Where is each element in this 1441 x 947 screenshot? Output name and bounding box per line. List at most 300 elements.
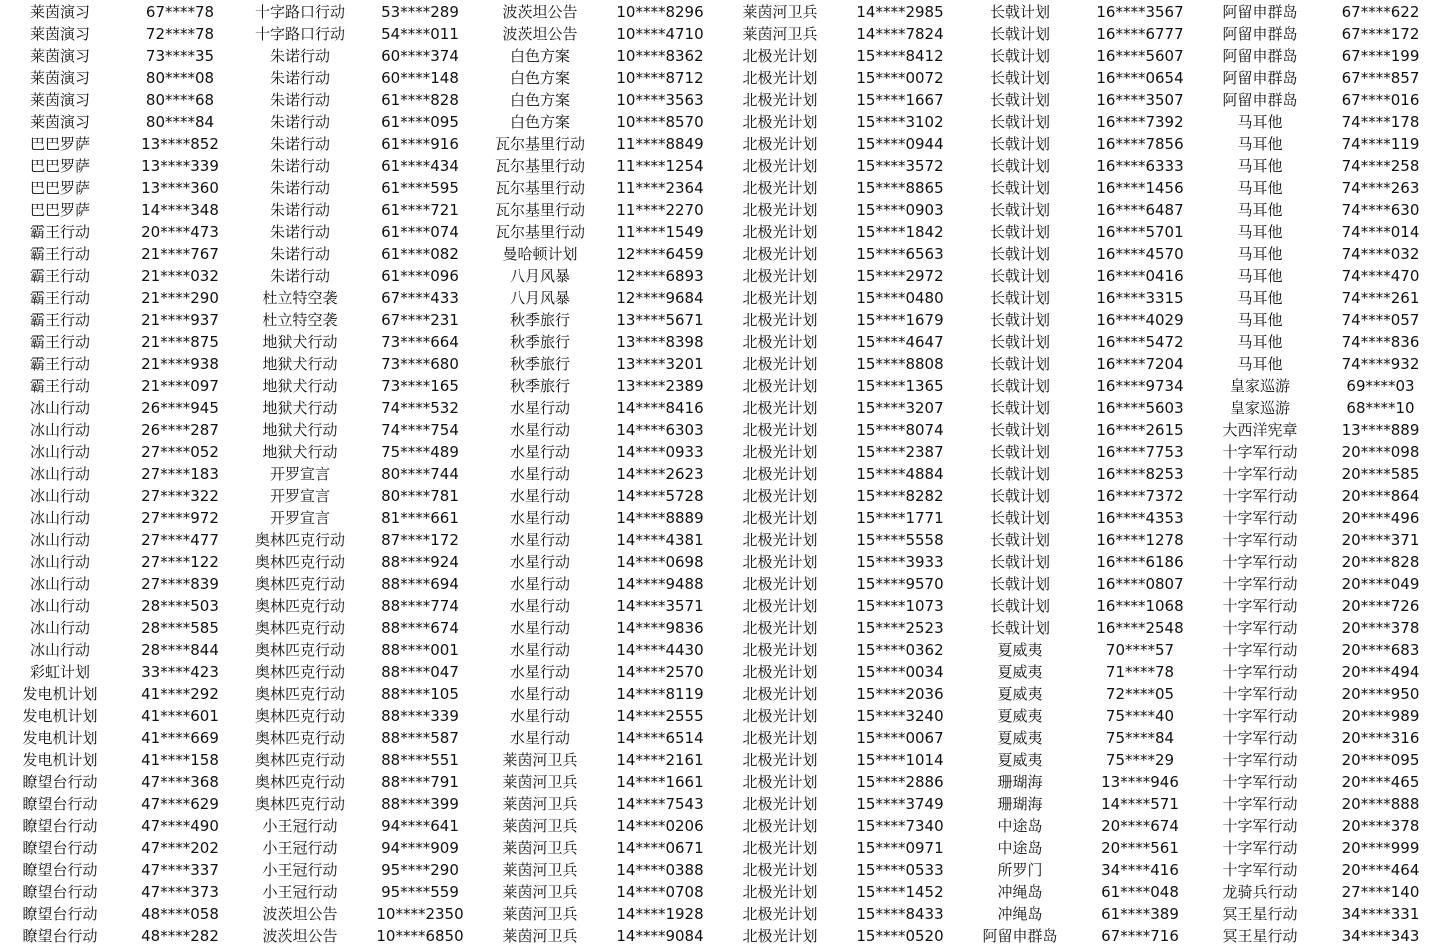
code-cell: 74****836 (1341, 333, 1420, 351)
code-cell: 88****774 (381, 597, 459, 615)
code-cell: 95****559 (381, 883, 459, 901)
code-cell: 16****6777 (1096, 25, 1184, 43)
code-cell: 34****416 (1101, 861, 1179, 879)
operation-name-cell: 秋季旅行 (509, 355, 570, 373)
code-cell: 15****1014 (856, 751, 944, 769)
code-cell: 20****585 (1341, 465, 1420, 483)
code-cell: 14****1928 (616, 905, 704, 923)
operation-name-cell: 莱茵演习 (29, 113, 90, 131)
code-cell: 26****945 (141, 399, 219, 417)
table-row (0, 221, 1441, 243)
code-cell: 16****7856 (1096, 135, 1184, 153)
operation-name-cell: 水星行动 (509, 465, 570, 483)
operation-name-cell: 十字军行动 (1222, 773, 1298, 791)
code-cell: 14****0388 (616, 861, 704, 879)
operation-name-cell: 开罗宣言 (269, 487, 330, 505)
code-cell: 13****8398 (616, 333, 704, 351)
operation-name-cell: 奥林匹克行动 (254, 663, 345, 681)
operation-name-cell: 长戟计划 (989, 487, 1050, 505)
operation-name-cell: 地狱犬行动 (262, 443, 338, 461)
operation-name-cell: 莱茵河卫兵 (502, 773, 578, 791)
operation-name-cell: 长戟计划 (989, 179, 1050, 197)
operation-name-cell: 北极光计划 (742, 91, 818, 109)
operation-name-cell: 北极光计划 (742, 487, 818, 505)
operation-name-cell: 奥林匹克行动 (254, 751, 345, 769)
code-cell: 74****258 (1341, 157, 1420, 175)
code-cell: 74****057 (1341, 311, 1420, 329)
table-body (0, 1, 1441, 947)
code-cell: 15****3207 (856, 399, 944, 417)
code-cell: 16****5472 (1096, 333, 1184, 351)
code-cell: 15****0072 (856, 69, 944, 87)
code-cell: 20****494 (1341, 663, 1420, 681)
code-cell: 28****503 (141, 597, 219, 615)
table-row (0, 199, 1441, 221)
operation-name-cell: 霸王行动 (29, 377, 90, 395)
operation-name-cell: 莱茵河卫兵 (502, 927, 578, 945)
code-cell: 87****172 (381, 531, 459, 549)
code-cell: 15****3240 (856, 707, 944, 725)
code-cell: 61****595 (381, 179, 459, 197)
operation-name-cell: 莱茵河卫兵 (502, 751, 578, 769)
code-cell: 67****231 (381, 311, 459, 329)
operation-name-cell: 莱茵河卫兵 (502, 795, 578, 813)
operation-name-cell: 水星行动 (509, 641, 570, 659)
code-cell: 20****989 (1341, 707, 1420, 725)
code-cell: 15****1452 (856, 883, 944, 901)
code-cell: 20****496 (1341, 509, 1420, 527)
code-cell: 15****2523 (856, 619, 944, 637)
code-cell: 15****3933 (856, 553, 944, 571)
operation-name-cell: 马耳他 (1237, 333, 1283, 351)
operation-name-cell: 十字军行动 (1222, 443, 1298, 461)
code-cell: 41****292 (141, 685, 219, 703)
code-cell: 15****0903 (856, 201, 944, 219)
code-cell: 10****8362 (616, 47, 704, 65)
code-cell: 67****172 (1341, 25, 1420, 43)
operation-name-cell: 小王冠行动 (262, 861, 338, 879)
code-cell: 27****972 (141, 509, 219, 527)
operation-name-cell: 冥王星行动 (1222, 927, 1298, 945)
operation-name-cell: 瓦尔基里行动 (494, 135, 585, 153)
code-cell: 16****0807 (1096, 575, 1184, 593)
code-cell: 14****9836 (616, 619, 704, 637)
code-cell: 61****916 (381, 135, 459, 153)
code-cell: 10****2350 (376, 905, 464, 923)
operation-name-cell: 北极光计划 (742, 245, 818, 263)
operation-name-cell: 长戟计划 (989, 113, 1050, 131)
code-cell: 10****6850 (376, 927, 464, 945)
operation-name-cell: 马耳他 (1237, 311, 1283, 329)
operation-name-cell: 冰山行动 (29, 399, 90, 417)
operation-name-cell: 长戟计划 (989, 3, 1050, 21)
operation-name-cell: 莱茵河卫兵 (742, 25, 818, 43)
code-cell: 61****389 (1101, 905, 1179, 923)
operation-name-cell: 十字军行动 (1222, 597, 1298, 615)
code-cell: 74****119 (1341, 135, 1420, 153)
operation-name-cell: 水星行动 (509, 553, 570, 571)
code-cell: 88****924 (381, 553, 459, 571)
operation-name-cell: 十字军行动 (1222, 707, 1298, 725)
code-cell: 20****999 (1341, 839, 1420, 857)
operation-name-cell: 北极光计划 (742, 597, 818, 615)
code-cell: 20****828 (1341, 553, 1420, 571)
operation-name-cell: 奥林匹克行动 (254, 597, 345, 615)
operation-name-cell: 北极光计划 (742, 465, 818, 483)
code-cell: 21****097 (141, 377, 219, 395)
operation-name-cell: 霸王行动 (29, 267, 90, 285)
operation-name-cell: 北极光计划 (742, 905, 818, 923)
operation-name-cell: 朱诺行动 (269, 113, 330, 131)
code-cell: 74****470 (1341, 267, 1420, 285)
code-cell: 20****674 (1101, 817, 1179, 835)
operation-name-cell: 北极光计划 (742, 707, 818, 725)
operation-name-cell: 珊瑚海 (997, 773, 1043, 791)
code-cell: 14****0708 (616, 883, 704, 901)
code-cell: 74****630 (1341, 201, 1420, 219)
code-cell: 94****641 (381, 817, 459, 835)
table-row (0, 859, 1441, 881)
operation-name-cell: 巴巴罗萨 (29, 201, 90, 219)
operation-name-cell: 长戟计划 (989, 157, 1050, 175)
operation-name-cell: 发电机计划 (22, 751, 98, 769)
operation-name-cell: 杜立特空袭 (262, 311, 338, 329)
code-cell: 15****8412 (856, 47, 944, 65)
operation-name-cell: 北极光计划 (742, 443, 818, 461)
code-cell: 14****4381 (616, 531, 704, 549)
code-cell: 61****082 (381, 245, 459, 263)
code-cell: 16****4029 (1096, 311, 1184, 329)
operation-name-cell: 瞭望台行动 (22, 883, 98, 901)
code-cell: 15****8865 (856, 179, 944, 197)
code-cell: 88****587 (381, 729, 459, 747)
code-cell: 11****8849 (616, 135, 704, 153)
code-cell: 28****844 (141, 641, 219, 659)
operation-name-cell: 长戟计划 (989, 377, 1050, 395)
table-row (0, 331, 1441, 353)
operation-name-cell: 中途岛 (997, 839, 1043, 857)
operation-name-cell: 冰山行动 (29, 553, 90, 571)
operation-name-cell: 奥林匹克行动 (254, 531, 345, 549)
operation-name-cell: 北极光计划 (742, 751, 818, 769)
code-cell: 10****4710 (616, 25, 704, 43)
code-cell: 15****3102 (856, 113, 944, 131)
operation-name-cell: 水星行动 (509, 531, 570, 549)
operation-name-cell: 莱茵河卫兵 (502, 861, 578, 879)
operation-name-cell: 八月风暴 (509, 267, 570, 285)
code-cell: 61****434 (381, 157, 459, 175)
code-cell: 14****9084 (616, 927, 704, 945)
operation-name-cell: 奥林匹克行动 (254, 575, 345, 593)
code-cell: 15****2387 (856, 443, 944, 461)
code-cell: 80****68 (145, 91, 215, 109)
code-cell: 15****3749 (856, 795, 944, 813)
table-row (0, 573, 1441, 595)
code-cell: 20****371 (1341, 531, 1420, 549)
code-cell: 14****0933 (616, 443, 704, 461)
operation-name-cell: 水星行动 (509, 685, 570, 703)
table-row (0, 683, 1441, 705)
code-cell: 20****683 (1341, 641, 1420, 659)
code-cell: 88****105 (381, 685, 459, 703)
operation-name-cell: 阿留申群岛 (1222, 25, 1298, 43)
code-cell: 16****6487 (1096, 201, 1184, 219)
code-cell: 14****8416 (616, 399, 704, 417)
code-cell: 69****03 (1346, 377, 1415, 395)
operation-name-cell: 马耳他 (1237, 267, 1283, 285)
operation-name-cell: 朱诺行动 (269, 245, 330, 263)
code-cell: 14****0698 (616, 553, 704, 571)
operation-name-cell: 北极光计划 (742, 531, 818, 549)
operation-name-cell: 夏威夷 (997, 641, 1043, 659)
code-cell: 14****0206 (616, 817, 704, 835)
operation-name-cell: 瓦尔基里行动 (494, 157, 585, 175)
operation-name-cell: 北极光计划 (742, 817, 818, 835)
operation-name-cell: 冰山行动 (29, 421, 90, 439)
code-cell: 41****669 (141, 729, 219, 747)
operation-name-cell: 长戟计划 (989, 597, 1050, 615)
code-cell: 14****0671 (616, 839, 704, 857)
table-row (0, 287, 1441, 309)
code-cell: 15****0533 (856, 861, 944, 879)
code-cell: 20****864 (1341, 487, 1420, 505)
operation-name-cell: 长戟计划 (989, 531, 1050, 549)
operation-name-cell: 北极光计划 (742, 289, 818, 307)
operation-name-cell: 长戟计划 (989, 69, 1050, 87)
code-cell: 11****1549 (616, 223, 704, 241)
operation-name-cell: 长戟计划 (989, 91, 1050, 109)
operation-name-cell: 奥林匹克行动 (254, 685, 345, 703)
operation-name-cell: 十字军行动 (1222, 575, 1298, 593)
code-cell: 26****287 (141, 421, 219, 439)
operation-name-cell: 水星行动 (509, 597, 570, 615)
code-cell: 15****0067 (856, 729, 944, 747)
operation-name-cell: 霸王行动 (29, 355, 90, 373)
operation-name-cell: 小王冠行动 (262, 817, 338, 835)
operation-name-cell: 北极光计划 (742, 861, 818, 879)
operation-name-cell: 北极光计划 (742, 223, 818, 241)
operation-name-cell: 冲绳岛 (997, 905, 1043, 923)
code-cell: 14****1661 (616, 773, 704, 791)
table-row (0, 463, 1441, 485)
operation-name-cell: 朱诺行动 (269, 69, 330, 87)
operation-name-cell: 水星行动 (509, 729, 570, 747)
table-row (0, 45, 1441, 67)
table-row (0, 133, 1441, 155)
operation-name-cell: 十字军行动 (1222, 553, 1298, 571)
code-cell: 13****852 (141, 135, 219, 153)
table-row (0, 177, 1441, 199)
operation-name-cell: 水星行动 (509, 509, 570, 527)
code-cell: 20****098 (1341, 443, 1420, 461)
code-cell: 15****1842 (856, 223, 944, 241)
operation-name-cell: 阿留申群岛 (1222, 69, 1298, 87)
operation-name-cell: 奥林匹克行动 (254, 619, 345, 637)
operation-name-cell: 冰山行动 (29, 641, 90, 659)
operation-name-cell: 瞭望台行动 (22, 839, 98, 857)
code-cell: 75****29 (1105, 751, 1175, 769)
operation-name-cell: 北极光计划 (742, 377, 818, 395)
code-cell: 47****629 (141, 795, 219, 813)
table-row (0, 837, 1441, 859)
operation-name-cell: 冰山行动 (29, 443, 90, 461)
table-row (0, 617, 1441, 639)
code-cell: 61****048 (1101, 883, 1179, 901)
operation-name-cell: 霸王行动 (29, 289, 90, 307)
operation-name-cell: 秋季旅行 (509, 311, 570, 329)
operation-name-cell: 北极光计划 (742, 157, 818, 175)
operation-name-cell: 阿留申群岛 (1222, 47, 1298, 65)
code-cell: 10****8712 (616, 69, 704, 87)
code-cell: 16****9734 (1096, 377, 1184, 395)
code-cell: 13****889 (1341, 421, 1420, 439)
table-row (0, 793, 1441, 815)
operation-name-cell: 水星行动 (509, 421, 570, 439)
code-cell: 74****178 (1341, 113, 1420, 131)
table-row (0, 89, 1441, 111)
table-row (0, 595, 1441, 617)
operation-name-cell: 巴巴罗萨 (29, 179, 90, 197)
code-cell: 14****2570 (616, 663, 704, 681)
operation-name-cell: 地狱犬行动 (262, 399, 338, 417)
operation-name-cell: 长戟计划 (989, 399, 1050, 417)
operation-name-cell: 发电机计划 (22, 685, 98, 703)
code-cell: 94****909 (381, 839, 459, 857)
table-row (0, 309, 1441, 331)
code-cell: 53****289 (381, 3, 459, 21)
code-cell: 60****374 (381, 47, 459, 65)
code-cell: 14****4430 (616, 641, 704, 659)
operation-name-cell: 瞭望台行动 (22, 927, 98, 945)
code-cell: 27****052 (141, 443, 219, 461)
operation-name-cell: 瓦尔基里行动 (494, 179, 585, 197)
code-cell: 20****888 (1341, 795, 1420, 813)
operation-name-cell: 十字军行动 (1222, 641, 1298, 659)
code-cell: 10****8296 (616, 3, 704, 21)
code-cell: 27****477 (141, 531, 219, 549)
code-cell: 16****0654 (1096, 69, 1184, 87)
code-cell: 16****1278 (1096, 531, 1184, 549)
operation-name-cell: 巴巴罗萨 (29, 135, 90, 153)
operation-name-cell: 所罗门 (997, 861, 1043, 879)
table-row (0, 441, 1441, 463)
code-cell: 14****571 (1101, 795, 1179, 813)
code-cell: 67****622 (1341, 3, 1420, 21)
code-cell: 34****331 (1341, 905, 1420, 923)
operation-name-cell: 十字军行动 (1222, 795, 1298, 813)
code-cell: 15****0034 (856, 663, 944, 681)
operation-name-cell: 瞭望台行动 (22, 905, 98, 923)
operation-name-cell: 马耳他 (1237, 179, 1283, 197)
operation-name-cell: 开罗宣言 (269, 465, 330, 483)
code-cell: 13****2389 (616, 377, 704, 395)
table-row (0, 1, 1441, 23)
code-cell: 80****781 (381, 487, 459, 505)
code-cell: 15****6563 (856, 245, 944, 263)
operation-name-cell: 北极光计划 (742, 553, 818, 571)
code-cell: 47****337 (141, 861, 219, 879)
operation-name-cell: 开罗宣言 (269, 509, 330, 527)
code-cell: 15****1667 (856, 91, 944, 109)
operation-name-cell: 莱茵演习 (29, 25, 90, 43)
operation-name-cell: 长戟计划 (989, 135, 1050, 153)
code-cell: 14****5728 (616, 487, 704, 505)
code-cell: 12****9684 (616, 289, 704, 307)
code-cell: 95****290 (381, 861, 459, 879)
operation-name-cell: 皇家巡游 (1229, 377, 1290, 395)
operation-name-cell: 长戟计划 (989, 553, 1050, 571)
table-row (0, 485, 1441, 507)
operation-name-cell: 朱诺行动 (269, 201, 330, 219)
operation-name-cell: 瞭望台行动 (22, 817, 98, 835)
operation-name-cell: 冰山行动 (29, 531, 90, 549)
code-cell: 15****0944 (856, 135, 944, 153)
code-cell: 16****0416 (1096, 267, 1184, 285)
operation-name-cell: 水星行动 (509, 399, 570, 417)
operation-name-cell: 奥林匹克行动 (254, 773, 345, 791)
code-cell: 15****1771 (856, 509, 944, 527)
operation-name-cell: 地狱犬行动 (262, 421, 338, 439)
code-cell: 73****165 (381, 377, 459, 395)
operation-name-cell: 地狱犬行动 (262, 333, 338, 351)
code-cell: 15****5558 (856, 531, 944, 549)
operation-name-cell: 长戟计划 (989, 223, 1050, 241)
code-cell: 74****032 (1341, 245, 1420, 263)
operation-name-cell: 瞭望台行动 (22, 795, 98, 813)
operation-name-cell: 长戟计划 (989, 443, 1050, 461)
operation-name-cell: 冰山行动 (29, 465, 90, 483)
operation-name-cell: 十字军行动 (1222, 751, 1298, 769)
code-cell: 16****4570 (1096, 245, 1184, 263)
operation-name-cell: 十字军行动 (1222, 839, 1298, 857)
operation-name-cell: 朱诺行动 (269, 267, 330, 285)
operation-name-cell: 秋季旅行 (509, 377, 570, 395)
code-cell: 15****2886 (856, 773, 944, 791)
code-cell: 20****095 (1341, 751, 1420, 769)
operation-name-cell: 北极光计划 (742, 135, 818, 153)
code-cell: 20****465 (1341, 773, 1420, 791)
table-row (0, 639, 1441, 661)
code-cell: 67****199 (1341, 47, 1420, 65)
code-cell: 28****585 (141, 619, 219, 637)
code-cell: 16****2548 (1096, 619, 1184, 637)
code-cell: 88****674 (381, 619, 459, 637)
operation-name-cell: 长戟计划 (989, 465, 1050, 483)
code-cell: 61****828 (381, 91, 459, 109)
code-cell: 16****7372 (1096, 487, 1184, 505)
code-cell: 15****1679 (856, 311, 944, 329)
operation-name-cell: 冰山行动 (29, 487, 90, 505)
code-cell: 11****2270 (616, 201, 704, 219)
table-row (0, 353, 1441, 375)
code-cell: 15****0971 (856, 839, 944, 857)
code-cell: 15****2972 (856, 267, 944, 285)
code-cell: 80****744 (381, 465, 459, 483)
code-cell: 21****032 (141, 267, 219, 285)
code-cell: 20****726 (1341, 597, 1420, 615)
operation-name-cell: 北极光计划 (742, 333, 818, 351)
code-cell: 16****1068 (1096, 597, 1184, 615)
code-cell: 75****40 (1105, 707, 1175, 725)
code-cell: 41****158 (141, 751, 219, 769)
code-cell: 61****721 (381, 201, 459, 219)
code-cell: 15****8808 (856, 355, 944, 373)
code-cell: 48****282 (141, 927, 219, 945)
operation-name-cell: 霸王行动 (29, 333, 90, 351)
operation-name-cell: 大西洋宪章 (1222, 421, 1298, 439)
operation-name-cell: 白色方案 (509, 69, 570, 87)
code-cell: 20****378 (1341, 817, 1420, 835)
